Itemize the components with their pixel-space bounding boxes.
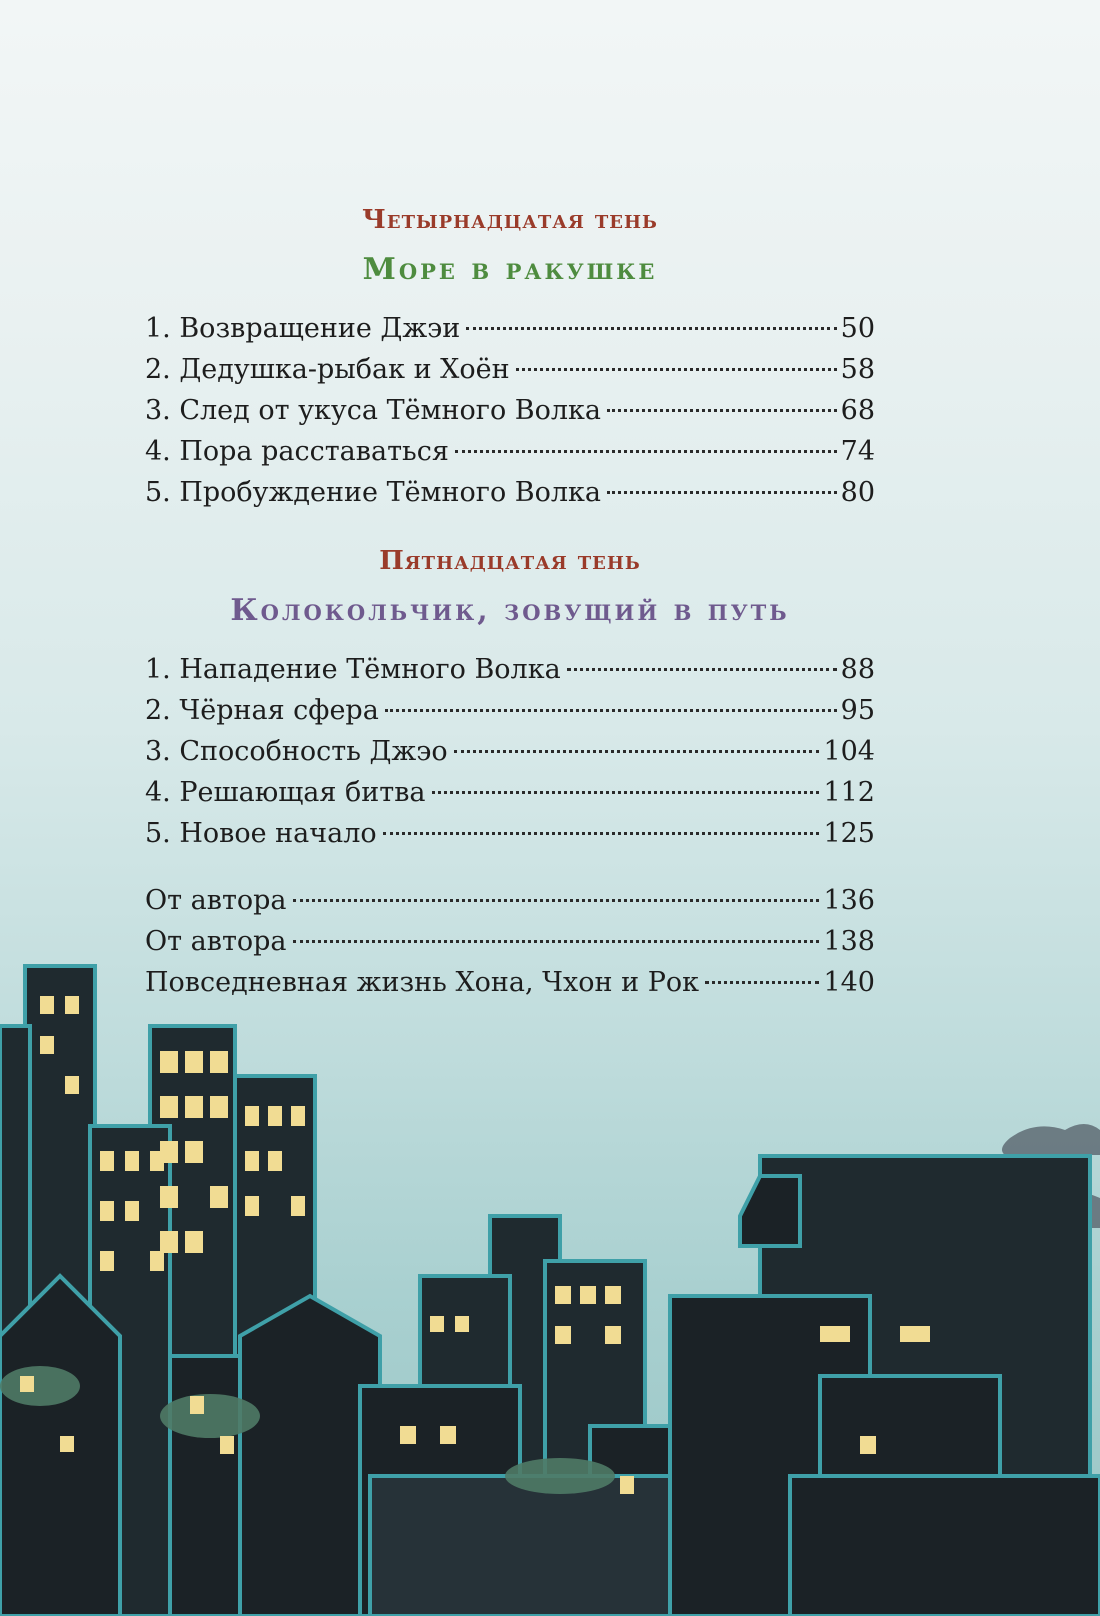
toc-entry[interactable] xyxy=(145,390,875,431)
toc-entry[interactable] xyxy=(145,962,875,1003)
toc-entry[interactable] xyxy=(145,921,875,962)
toc-entry[interactable] xyxy=(145,649,875,690)
entry-page: 136 xyxy=(823,885,875,916)
entry-page: 112 xyxy=(823,777,875,808)
toc-entry[interactable] xyxy=(145,431,875,472)
entry-page: 50 xyxy=(840,313,875,344)
spacer xyxy=(145,513,875,541)
entry-title: 4. Пора расставаться xyxy=(145,436,449,467)
entry-page: 58 xyxy=(840,354,875,385)
dot-leader xyxy=(432,791,820,794)
part-label: Пятнадцатая тень xyxy=(379,546,641,576)
entry-title: 1. Нападение Тёмного Волка xyxy=(145,654,561,685)
toc-entries xyxy=(145,308,875,513)
dot-leader xyxy=(454,750,820,753)
entry-title: 3. След от укуса Тёмного Волка xyxy=(145,395,602,426)
toc-entry[interactable] xyxy=(145,813,875,854)
part-title: Колокольчик, зовущий в путь xyxy=(230,593,790,628)
entry-title: 5. Пробуждение Тёмного Волка xyxy=(145,477,602,508)
city-skyline-illustration xyxy=(0,916,1100,1616)
dot-leader xyxy=(567,668,837,671)
entry-title: 3. Способность Джэо xyxy=(145,736,448,767)
toc-section-15 xyxy=(145,541,875,854)
entry-page: 80 xyxy=(840,477,875,508)
toc-entry[interactable] xyxy=(145,308,875,349)
entry-page: 68 xyxy=(840,395,875,426)
entry-title: 2. Чёрная сфера xyxy=(145,695,379,726)
entry-page: 140 xyxy=(823,967,875,998)
toc-section-14 xyxy=(145,200,875,513)
entry-page: 138 xyxy=(823,926,875,957)
entry-page: 125 xyxy=(823,818,875,849)
dot-leader xyxy=(466,327,836,330)
entry-page: 74 xyxy=(840,436,875,467)
entry-title: 4. Решающая битва xyxy=(145,777,426,808)
entry-title: От автора xyxy=(145,885,287,916)
dot-leader xyxy=(383,832,820,835)
entry-page: 88 xyxy=(840,654,875,685)
dot-leader xyxy=(293,940,820,943)
dot-leader xyxy=(607,491,837,494)
toc-entry[interactable] xyxy=(145,690,875,731)
toc-entry[interactable] xyxy=(145,880,875,921)
entry-title: 5. Новое начало xyxy=(145,818,377,849)
entry-title: От автора xyxy=(145,926,287,957)
dot-leader xyxy=(516,368,837,371)
dot-leader xyxy=(293,899,820,902)
toc-entry[interactable] xyxy=(145,349,875,390)
entry-page: 104 xyxy=(823,736,875,767)
toc-extras xyxy=(145,880,875,1003)
dot-leader xyxy=(385,709,837,712)
dot-leader xyxy=(455,450,837,453)
part-label: Четырнадцатая тень xyxy=(362,205,658,235)
entry-title: 1. Возвращение Джэи xyxy=(145,313,461,344)
dot-leader xyxy=(705,981,819,984)
toc-entries xyxy=(145,880,875,1003)
table-of-contents xyxy=(145,200,875,1003)
spacer xyxy=(145,854,875,880)
entry-title: 2. Дедушка-рыбак и Хоён xyxy=(145,354,510,385)
toc-entry[interactable] xyxy=(145,731,875,772)
entry-title: Повседневная жизнь Хона, Чхон и Рок xyxy=(145,967,699,998)
entry-page: 95 xyxy=(840,695,875,726)
dot-leader xyxy=(607,409,837,412)
toc-entry[interactable] xyxy=(145,472,875,513)
toc-entries xyxy=(145,649,875,854)
part-title: Море в ракушке xyxy=(362,252,658,287)
toc-entry[interactable] xyxy=(145,772,875,813)
